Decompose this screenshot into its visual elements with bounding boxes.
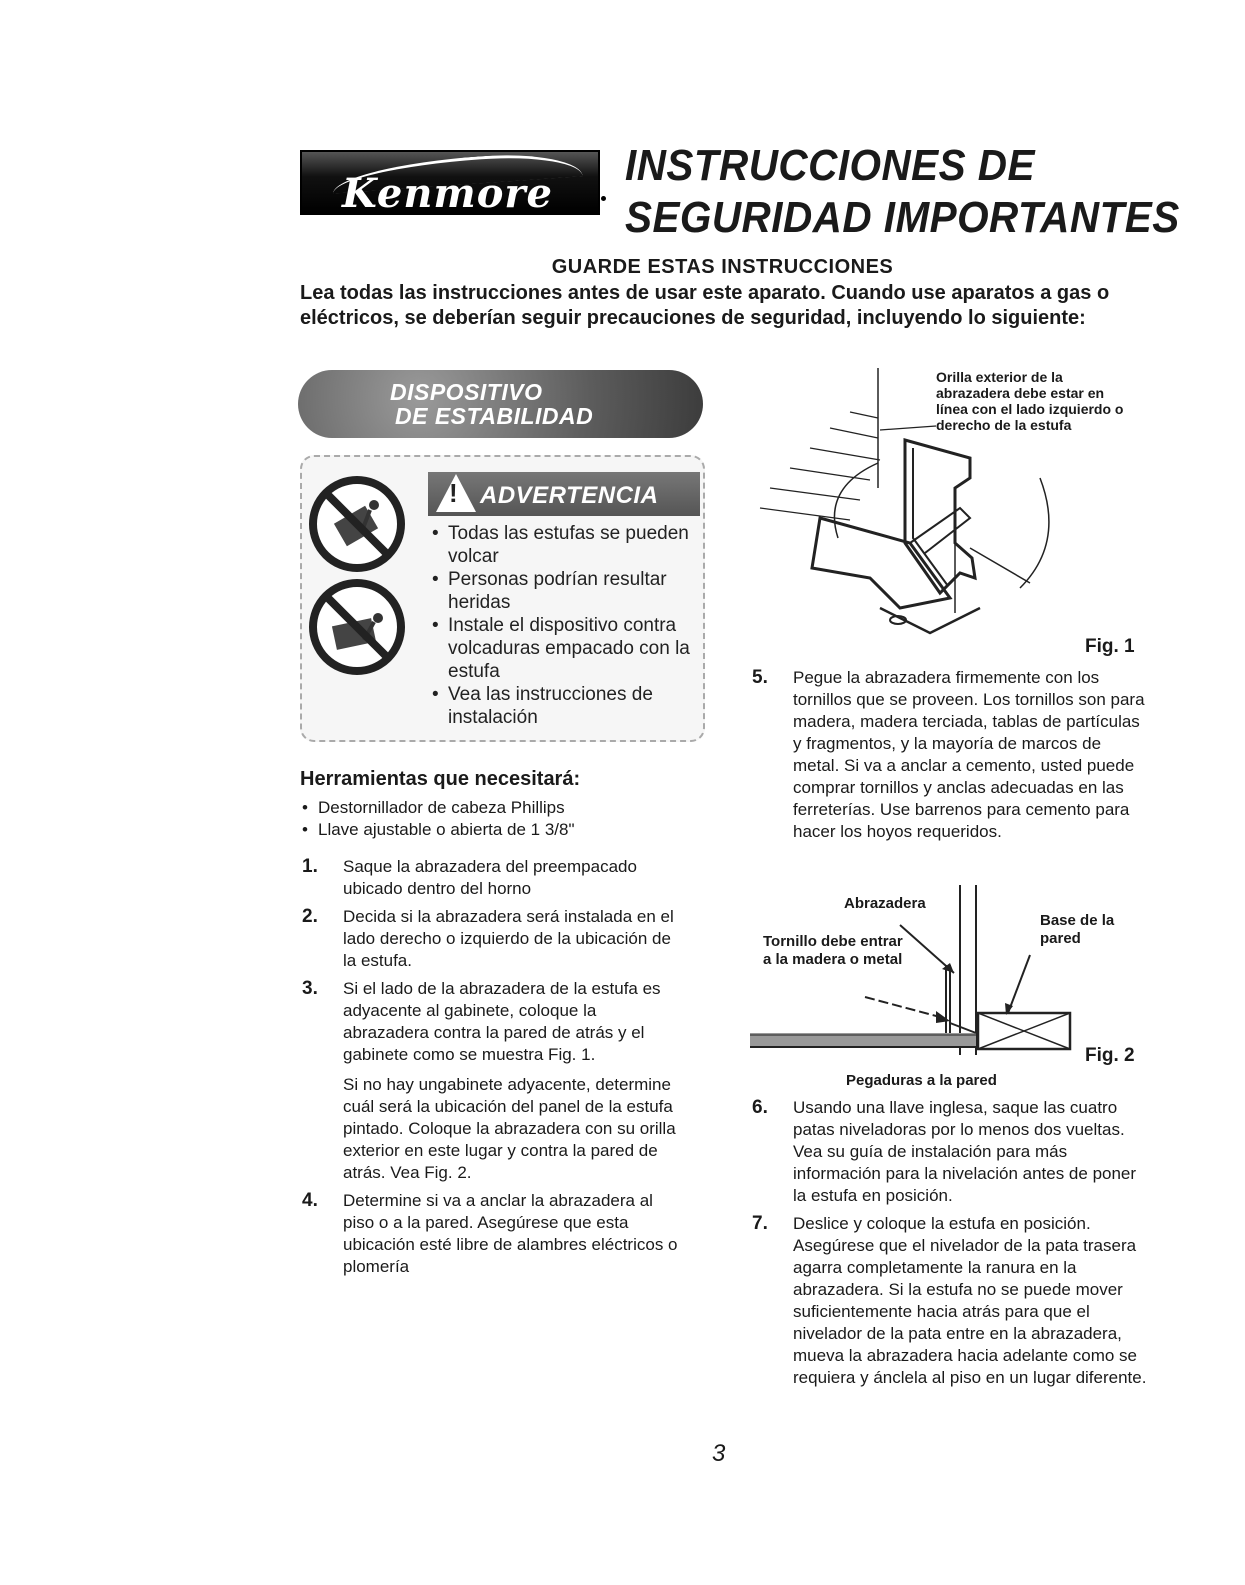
no-falling-icon [308,578,406,676]
step-number: 6. [752,1097,768,1118]
step-item [300,978,680,1184]
step-number: 4. [302,1190,318,1211]
stability-line-2: DE ESTABILIDAD [395,403,594,429]
title-line-1: INSTRUCCIONES DE [625,141,1035,190]
step-text: Determine si va a anclar la abrazadera al piso o a la pared. Asegúrese que esta ubicación esté libre de alambres eléctricos o plomería [343,1191,678,1276]
step-item [750,1097,1150,1207]
step-text: Usando una llave inglesa, saque las cuatro patas niveladoras por lo menos dos vueltas. Vea su guía de instalación para más información para la nivelación antes de poner la estufa en posición. [793,1098,1137,1205]
step-text: Saque la abrazadera del preempacado ubicado dentro del horno [343,857,637,898]
warning-item: • Todas las estufas se pueden volcar [428,522,698,568]
step-number: 5. [752,667,768,688]
tools-list [300,797,700,841]
figure-1-note: Orilla exterior de la abrazadera debe estar en línea con el lado izquierdo o derecho de la estufa [936,369,1124,433]
label-tornillo: Tornillo debe entrar a la madera o metal [763,933,903,968]
steps-right [750,1097,1150,1395]
title-line-2: SEGURIDAD IMPORTANTES [625,193,1180,242]
step-item [300,856,680,900]
label-pegaduras: Pegaduras a la pared [846,1072,997,1089]
step-text: Si el lado de la abrazadera de la estufa es adyacente al gabinete, coloque la abrazadera contra la pared de atrás y el gabinete como se muestra Fig. 1. [343,979,661,1064]
warning-item: • Personas podrían resultar heridas [428,568,698,614]
tool-item: • Destornillador de cabeza Phillips [300,797,700,819]
step-item [300,906,680,972]
step-item [750,667,1150,843]
step-text: Decida si la abrazadera será instalada en el lado derecho o izquierdo de la ubicación de la estufa. [343,907,674,970]
step-number: 3. [302,978,318,999]
logo-wordmark: Kenmore [342,170,553,215]
steps-left [300,856,680,1284]
warning-header [428,472,700,516]
tool-item: • Llave ajustable o abierta de 1 3/8" [300,819,700,841]
label-base-pared: Base de la pared [1040,912,1115,947]
figure-2-label: Fig. 2 [1085,1045,1135,1066]
tools-heading: Herramientas que necesitará: [300,768,581,790]
stability-banner [298,370,703,438]
warning-item: • Vea las instrucciones de instalación [428,683,698,729]
step-text: Pegue la abrazadera firmemente con los tornillos que se proveen. Los tornillos son para madera, madera terciada, tablas de partículas y fragmentos, y la mayoría de marcos de metal. Si va a anclar a cemento, usted puede comprar tornillos y anclas adecuadas en las ferreterías. Use barrenos para cemento para hacer los hoyos requeridos. [793,668,1145,841]
save-instructions-heading: GUARDE ESTAS INSTRUCCIONES [551,256,894,278]
step-5 [750,667,1150,849]
kenmore-logo [300,150,600,215]
page-title [625,140,1180,244]
exclamation-icon: ! [449,478,458,508]
step-number: 1. [302,856,318,877]
intro-paragraph: Lea todas las instrucciones antes de usar este aparato. Cuando use aparatos a gas o eléctricos, se deberían seguir precauciones de seguridad, incluyendo lo siguiente: [300,282,1110,329]
warning-title: ADVERTENCIA [480,482,659,509]
figure-1-label: Fig. 1 [1085,636,1135,657]
step-number: 2. [302,906,318,927]
step-item [750,1213,1150,1389]
warning-item: • Instale el dispositivo contra volcaduras empacado con la estufa [428,614,698,683]
label-abrazadera: Abrazadera [844,895,926,912]
warning-list [428,522,698,729]
stability-line-1: DISPOSITIVO [390,379,543,405]
step-text: Deslice y coloque la estufa en posición. Asegúrese que el nivelador de la pata trasera agarra completamente la ranura en la abrazadera. Si la estufa no se puede mover suficientemente hacia atrás para que el nivelador de la pata entre en la abrazadera, mueva la abrazadera hacia adelante como se requiera y ánclela al piso en un lugar diferente. [793,1214,1147,1387]
step-number: 7. [752,1213,768,1234]
logo-dot [601,196,606,201]
page-number: 3 [712,1440,726,1467]
step-item [300,1190,680,1278]
step-text-continued: Si no hay ungabinete adyacente, determine cuál será la ubicación del panel de la estufa pintado. Coloque la abrazadera con su orilla exterior en este lugar y contra la pared de atrás. Vea Fig. 2. [343,1075,676,1182]
no-tipping-icon [308,475,406,573]
